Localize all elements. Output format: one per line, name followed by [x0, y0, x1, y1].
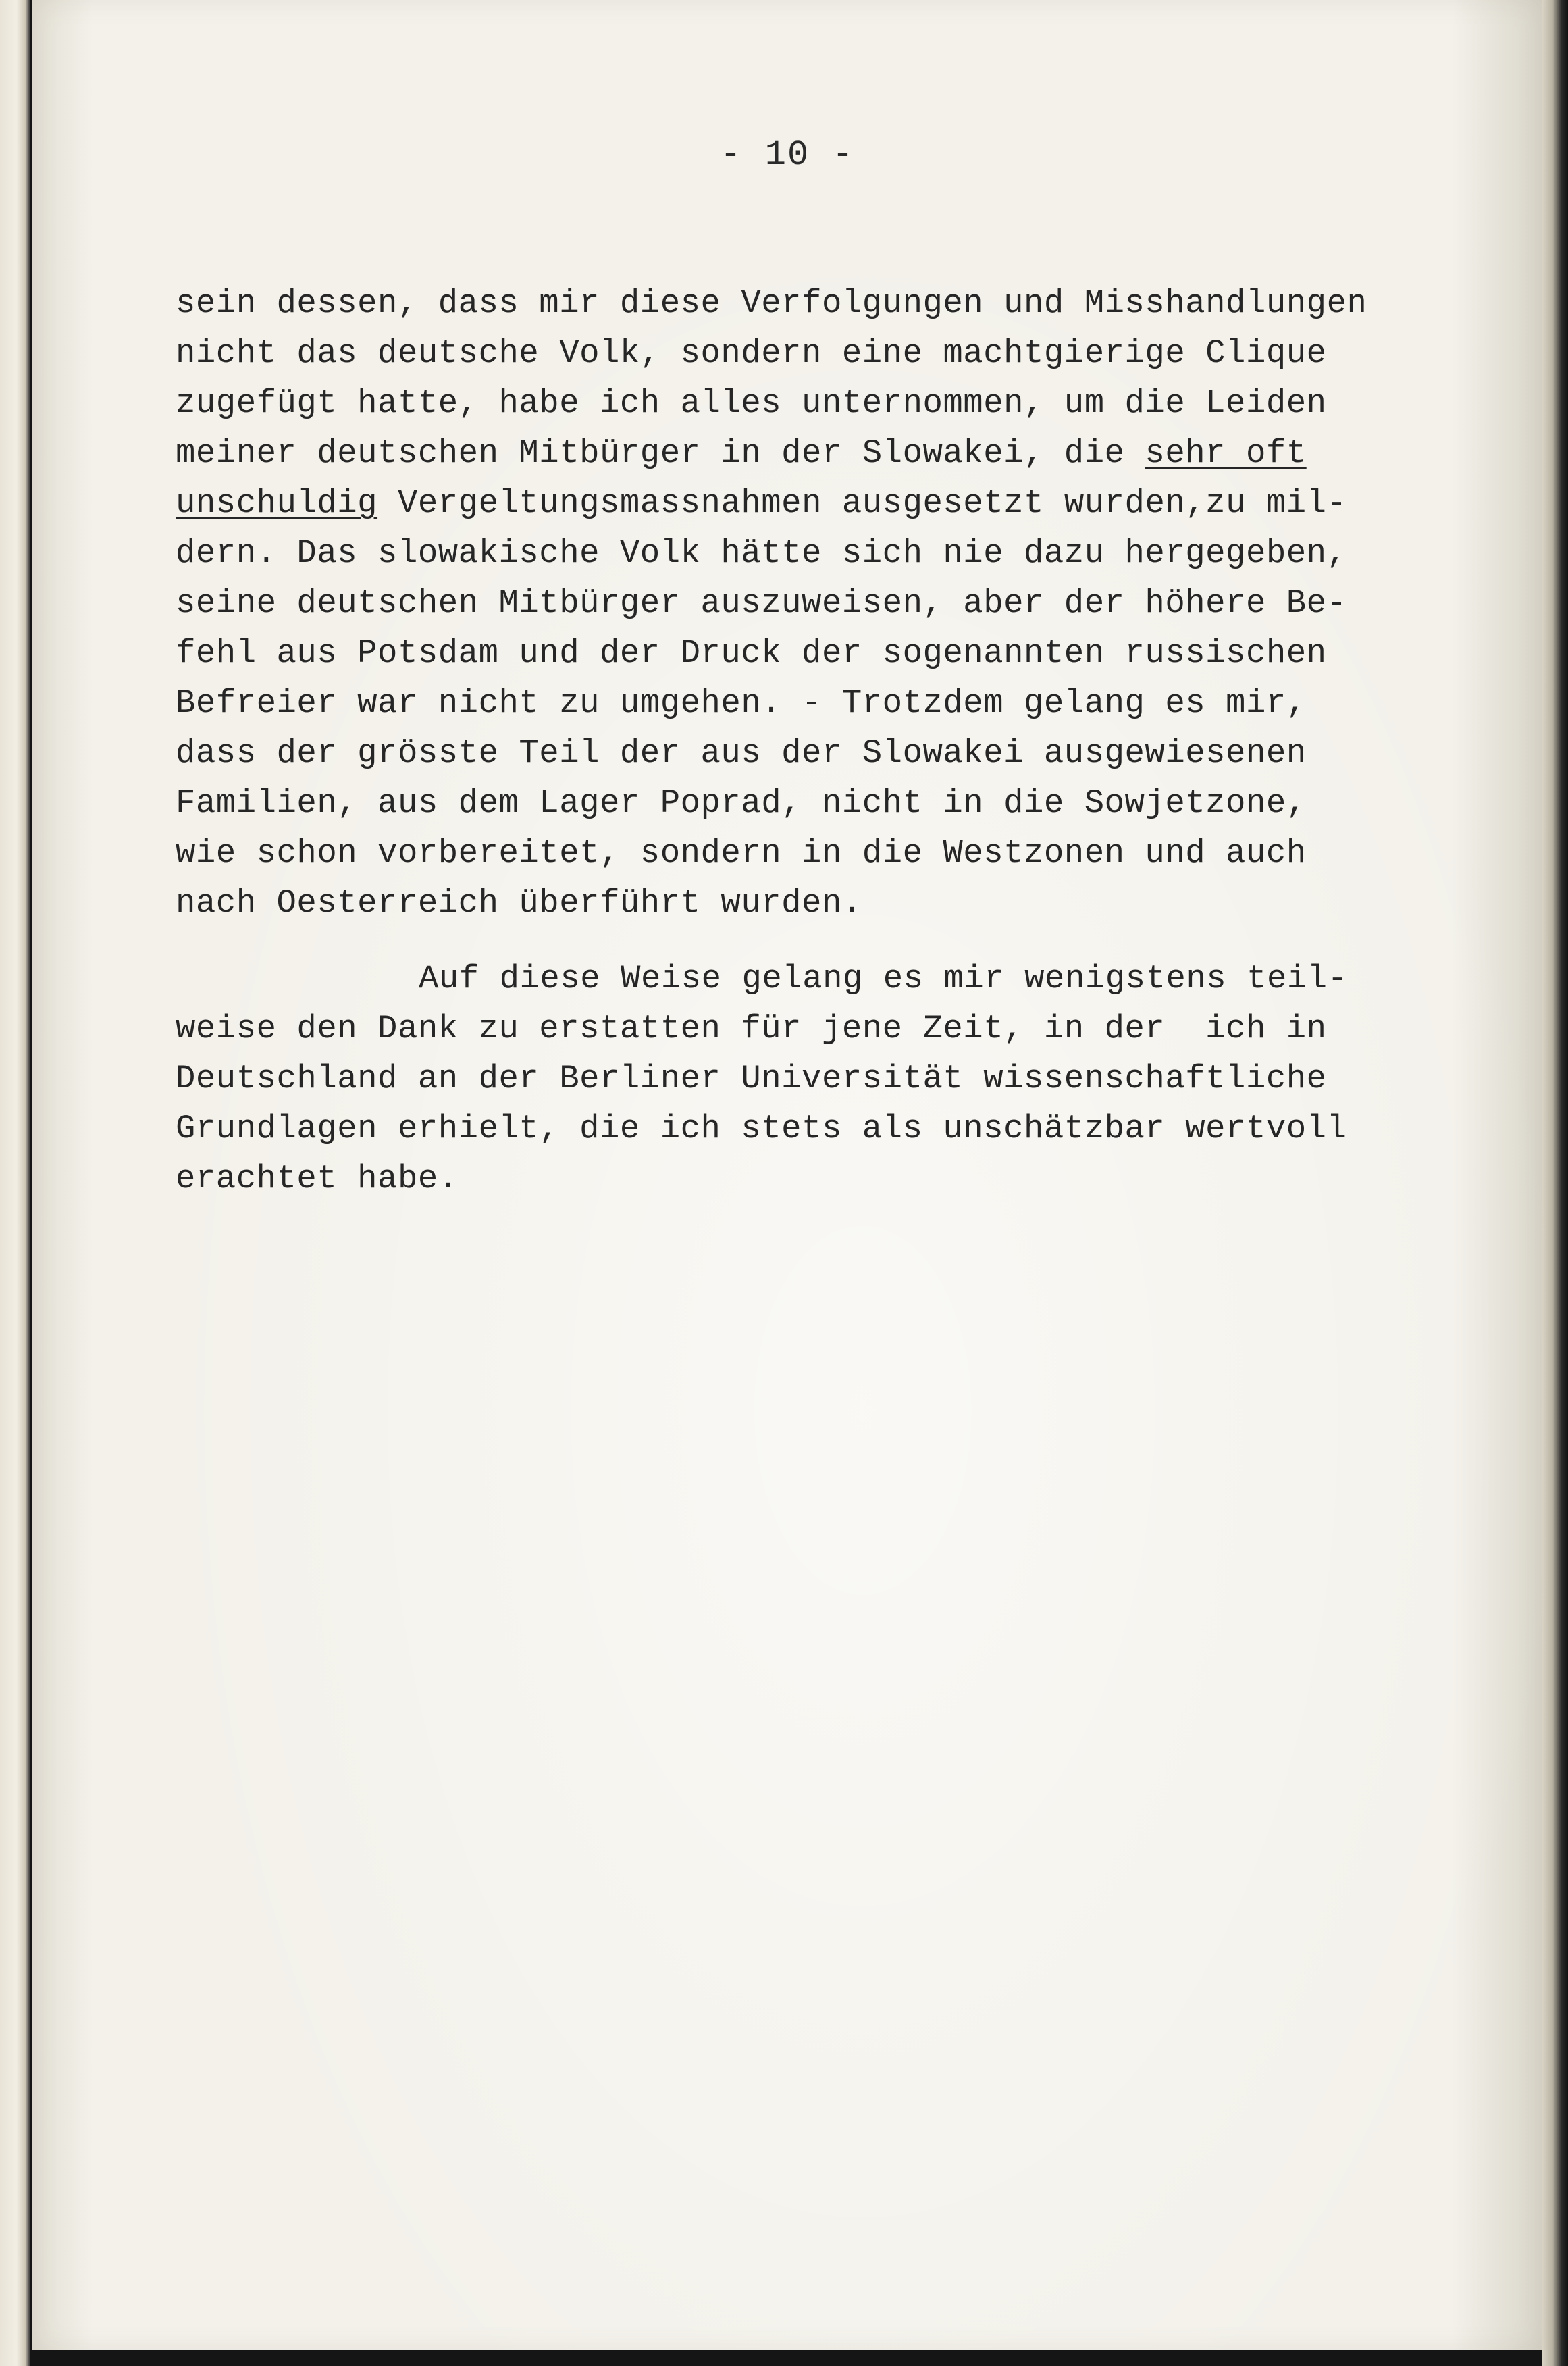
text-line: Familien, aus dem Lager Poprad, nicht in die Sowjetzone, — [176, 784, 1307, 822]
text-line: Deutschland an der Berliner Universität wissenschaftliche — [176, 1060, 1327, 1098]
text-segment: meiner deutschen Mitbürger in der Slowakei, die — [176, 434, 1145, 472]
text-line: weise den Dank zu erstatten für jene Zeit, in der ich in — [176, 1010, 1327, 1048]
text-line: zugefügt hatte, habe ich alles unternommen, um die Leiden — [176, 384, 1327, 422]
text-line: Befreier war nicht zu umgehen. - Trotzdem gelang es mir, — [176, 684, 1307, 722]
paragraph-1 — [176, 278, 1432, 928]
binder-left-edge — [0, 0, 30, 2366]
text-segment: Vergeltungsmassnahmen ausgesetzt wurden,zu mil- — [377, 484, 1347, 522]
text-line: seine deutschen Mitbürger auszuweisen, aber der höhere Be- — [176, 584, 1347, 622]
text-line: erachtet habe. — [176, 1160, 459, 1198]
text-line: dern. Das slowakische Volk hätte sich nie dazu hergegeben, — [176, 534, 1347, 572]
text-line: sein dessen, dass mir diese Verfolgungen und Misshandlungen — [176, 284, 1367, 322]
text-line — [176, 478, 1432, 528]
text-line: nicht das deutsche Volk, sondern eine machtgierige Clique — [176, 334, 1327, 372]
text-line: dass der grösste Teil der aus der Slowakei ausgewiesenen — [176, 734, 1307, 772]
typewritten-page — [32, 0, 1542, 2350]
page-number: - 10 - — [720, 135, 855, 175]
text-line — [176, 954, 1432, 1004]
page-right-edge — [1542, 0, 1568, 2366]
paragraph-2 — [176, 954, 1432, 1204]
text-line: Grundlagen erhielt, die ich stets als unschätzbar wertvoll — [176, 1110, 1347, 1148]
paragraph-spacer — [176, 928, 1432, 954]
text-line — [176, 428, 1432, 478]
underlined-emphasis: unschuldig — [176, 484, 378, 522]
text-line: nach Oesterreich überführt wurden. — [176, 884, 862, 922]
text-segment: Auf diese Weise gelang es mir wenigstens teil- — [419, 960, 1348, 998]
document-body — [176, 278, 1432, 1204]
text-line: fehl aus Potsdam und der Druck der sogenannten russischen — [176, 634, 1327, 672]
text-line: wie schon vorbereitet, sondern in die Westzonen und auch — [176, 834, 1307, 872]
underlined-emphasis: sehr oft — [1145, 434, 1307, 472]
